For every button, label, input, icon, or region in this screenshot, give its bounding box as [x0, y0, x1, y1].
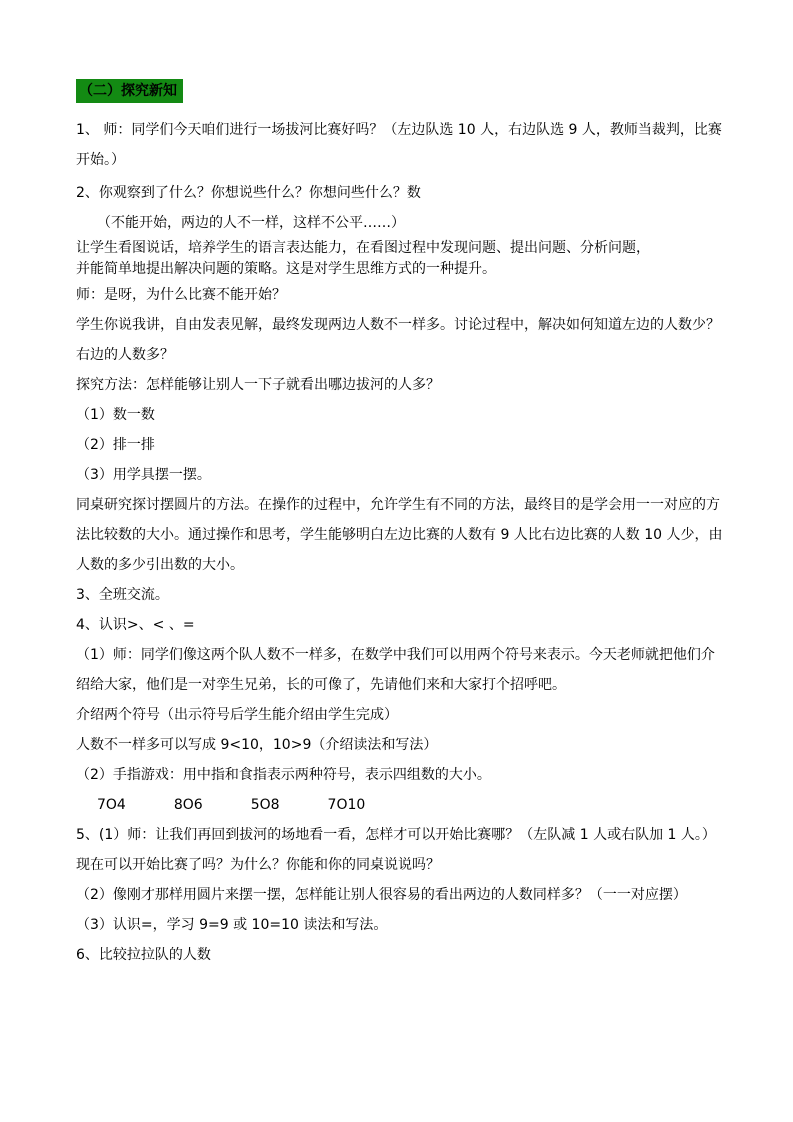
paragraph-talk-line2: 并能简单地提出解决问题的策略。这是对学生思维方式的一种提升。	[76, 261, 496, 277]
comparison-item: 7O4	[97, 797, 126, 813]
list-item-arrange: （2）排一排	[76, 437, 155, 453]
paragraph-discs: 同桌研究探讨摆圆片的方法。在操作的过程中，允许学生有不同的方法，最终目的是学会用一一对应的方法比较数的大小。通过操作和思考，学生能够明白左边比赛的人数有 9 人比右边比赛的人数 10 人少，由人数的多少引出数的大小。	[76, 497, 723, 573]
paragraph-answer: （不能开始，两边的人不一样，这样不公平……）	[97, 215, 405, 231]
list-item-manipulatives: （3）用学具摆一摆。	[76, 467, 211, 483]
paragraph-write-inequality: 人数不一样多可以写成 9<10，10>9（介绍读法和写法）	[76, 737, 438, 753]
paragraph-introduce: （1）师：同学们像这两个队人数不一样多，在数学中我们可以用两个符号来表示。今天老师就把他们介绍给大家，他们是一对孪生兄弟，长的可像了，先请他们来和大家打个招呼吧。	[76, 647, 715, 693]
comparison-item: 8O6	[173, 797, 203, 813]
paragraph-discussion: 学生你说我讲，自由发表见解，最终发现两边人数不一样多。讨论过程中，解决如何知道左边的人数少？右边的人数多？	[76, 317, 720, 363]
paragraph-teacher-why: 师：是呀，为什么比赛不能开始？	[76, 287, 286, 303]
paragraph-return-field: 5、(1）师：让我们再回到拔河的场地看一看，怎样才可以开始比赛哪？（左队减 1 人或右队加 1 人。）现在可以开始比赛了吗？为什么？你能和你的同桌说说吗？	[76, 827, 716, 873]
comparison-item: 7O10	[327, 797, 366, 813]
paragraph-equal-discs: （2）像刚才那样用圆片来摆一摆，怎样能让别人很容易的看出两边的人数同样多？（一一对应摆）	[76, 887, 687, 903]
paragraph-observe: 2、你观察到了什么？你想说些什么？你想问些什么？数	[76, 185, 421, 201]
paragraph-recognize-symbols: 4、认识>、< 、=	[76, 617, 195, 633]
paragraph-recognize-equal: （3）认识=，学习 9=9 或 10=10 读法和写法。	[76, 917, 388, 933]
paragraph-tug-of-war: 1、 师：同学们今天咱们进行一场拔河比赛好吗？（左边队选 10 人，右边队选 9 人，教师当裁判，比赛开始。）	[76, 122, 722, 168]
paragraph-method: 探究方法：怎样能够让别人一下子就看出哪边拔河的人多？	[76, 377, 440, 393]
paragraph-class-share: 3、全班交流。	[76, 587, 169, 603]
document-page	[76, 79, 726, 970]
paragraph-cheer-team: 6、比较拉拉队的人数	[76, 947, 211, 963]
paragraph-finger-game: （2）手指游戏：用中指和食指表示两种符号，表示四组数的大小。	[76, 767, 491, 783]
paragraph-talk-line1: 让学生看图说话，培养学生的语言表达能力，在看图过程中发现问题、提出问题、分析问题，	[76, 240, 650, 256]
paragraph-two-symbols: 介绍两个符号（出示符号后学生能介绍由学生完成）	[76, 707, 398, 723]
section-heading: （二）探究新知	[76, 79, 183, 103]
comparison-row	[76, 790, 726, 820]
list-item-count: （1）数一数	[76, 407, 155, 423]
comparison-item: 5O8	[250, 797, 280, 813]
